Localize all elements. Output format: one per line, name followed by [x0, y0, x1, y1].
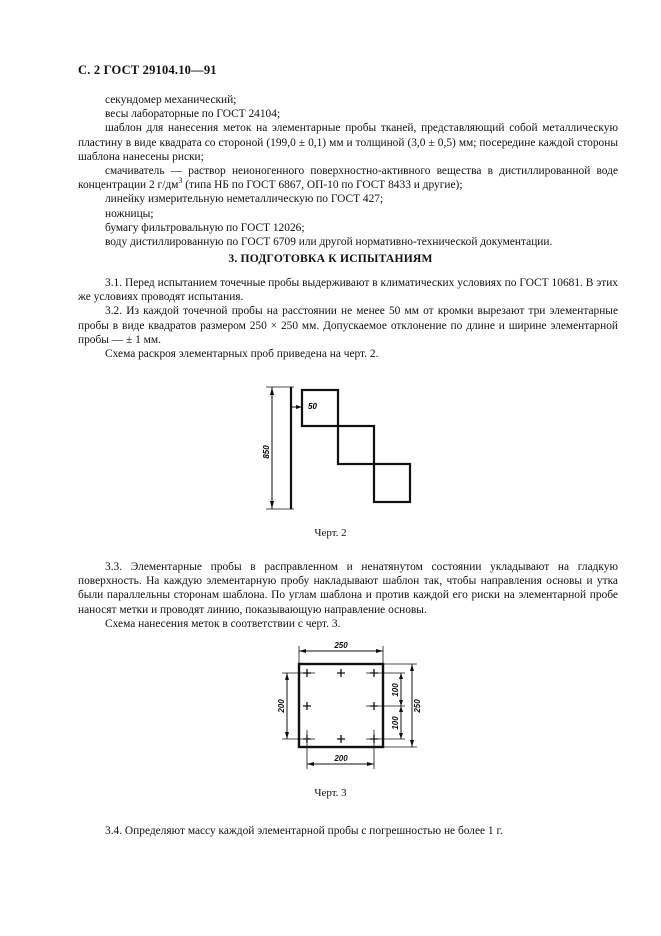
list-item: воду дистиллированную по ГОСТ 6709 или другой нормативно-технической документации. — [105, 236, 553, 249]
paragraph-3-4: 3.4. Определяют массу каждой элементарной пробы с погрешностью не более 1 г. — [105, 825, 503, 837]
dim-right-bottom-label: 100 — [391, 716, 400, 730]
paragraph-3-3-ref: Схема нанесения меток в соответствии с черт. 3. — [105, 617, 341, 630]
running-header: С. 2 ГОСТ 29104.10—91 — [78, 63, 217, 77]
paragraph-3-3: 3.3. Элементарные пробы в расправленном и ненатянутом состоянии укладывают на гладкую поверхность. На каждую элементарную пробу накладывают шаблон так, чтобы направления основы и утка были параллельны сторонам шаблона. По углам шаблона и против каждой его риски на элементарной пробе наносят метки и проводят линию, показывающую направление основы. — [78, 561, 618, 616]
list-item: шаблон для нанесения меток на элементарные пробы тканей, представляющий собой металлическую пластину в виде квадрата со стороной (199,0 ± 0,1) мм и толщиной (3,0 ± 0,5) мм; посередине каждой стороны шаблона нанесены риски; — [78, 122, 618, 163]
paragraph-3-2: 3.2. Из каждой точечной пробы на расстоянии не менее 50 мм от кромки вырезают три элементарные пробы в виде квадратов размером 250 × 250 мм. Допускаемое отклонение по длине и ширине элементарной пробы — ± 1 мм. — [78, 305, 618, 346]
list-item: линейку измерительную неметаллическую по ГОСТ 427; — [105, 193, 384, 206]
paragraph-3-2-ref: Схема раскроя элементарных проб приведена на черт. 2. — [105, 348, 379, 361]
dim-right-top-label: 100 — [391, 683, 400, 697]
section-3-text-c — [78, 824, 618, 838]
figure-3-caption: Черт. 3 — [314, 787, 347, 799]
dim-bottom-label: 200 — [334, 754, 348, 763]
list-item: смачиватель — раствор неионогенного поверхностно-активного вещества в дистиллированной воде концентрации 2 $г/дм^3$ (типа НБ по ГОСТ 6867, ОП-10 по ГОСТ 8433 и другие); — [78, 165, 618, 192]
dim-left-label: 200 — [277, 699, 286, 713]
list-item: бумагу фильтровальную по ГОСТ 12026; — [105, 221, 305, 234]
list-item: весы лабораторные по ГОСТ 24104; — [105, 108, 281, 121]
list-item: ножницы; — [105, 207, 154, 220]
dim-right-label: 250 — [413, 699, 422, 713]
paragraph-3-1: 3.1. Перед испытанием точечные пробы выдерживают в климатических условиях по ГОСТ 10681. В этих же условиях проводят испытания. — [78, 277, 618, 304]
superscript: 3 — [178, 176, 183, 186]
list-item: секундомер механический; — [105, 94, 237, 106]
dim-50-label: 50 — [308, 402, 317, 411]
section-title: 3. ПОДГОТОВКА К ИСПЫТАНИЯМ — [228, 252, 433, 265]
dim-height-label: 850 — [262, 445, 271, 459]
dim-top-label: 250 — [334, 641, 348, 650]
figure-2-caption: Черт. 2 — [314, 527, 347, 539]
